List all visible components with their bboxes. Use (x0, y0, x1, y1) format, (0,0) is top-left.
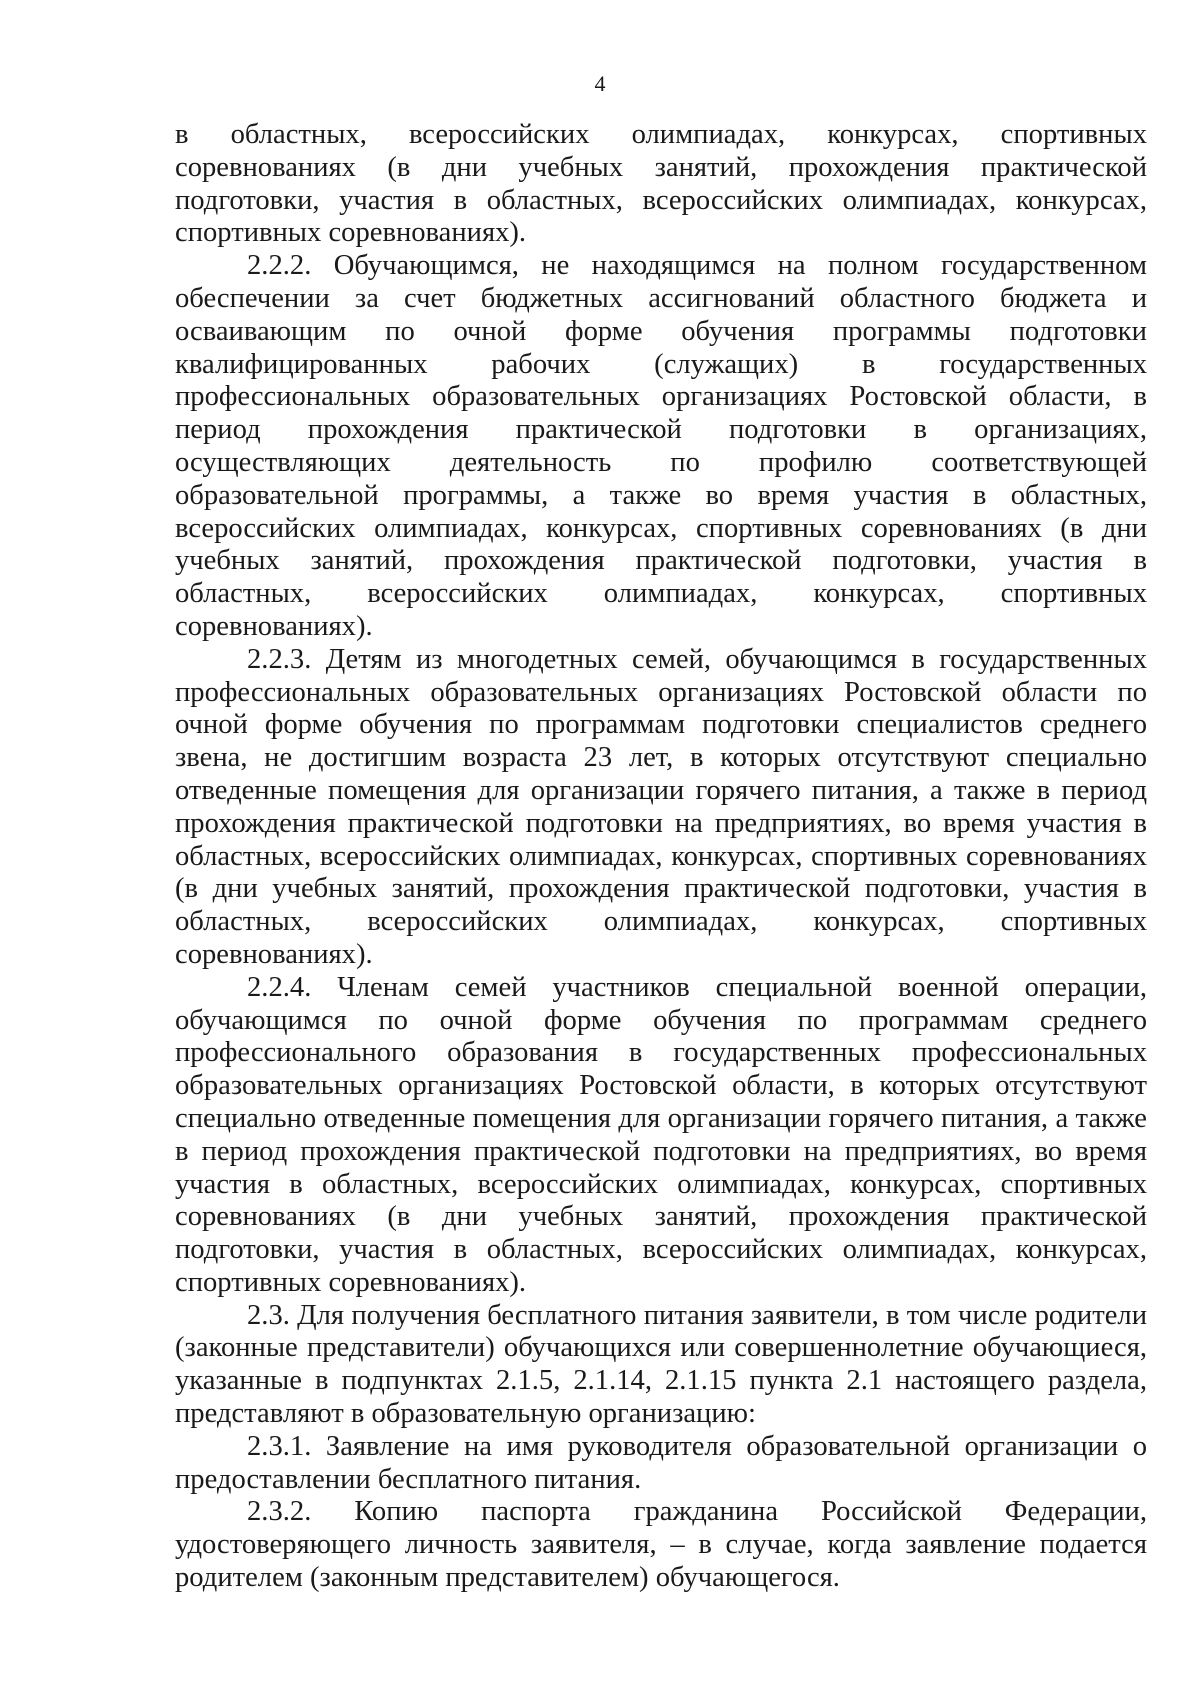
paragraph-2-3-2: 2.3.2. Копию паспорта гражданина Российской Федерации, удостоверяющего личность заявителя, – в случае, когда заявление подается родителем (законным представителем) обучающегося. (175, 1496, 1147, 1594)
paragraph-2-2-4: 2.2.4. Членам семей участников специальной военной операции, обучающимся по очной форме обучения по программам среднего профессионального образования в государственных профессиональных образовательных организациях Ростовской области, в которых отсутствуют специально отведенные помещения для организации горячего питания, а также в период прохождения практической подготовки на предприятиях, во время участия в областных, всероссийских олимпиадах, конкурсах, спортивных соревнованиях (в дни учебных занятий, прохождения практической подготовки, участия в областных, всероссийских олимпиадах, конкурсах, спортивных соревнованиях). (175, 971, 1147, 1298)
paragraph-2-3-1: 2.3.1. Заявление на имя руководителя образовательной организации о предоставлении бесплатного питания. (175, 1430, 1147, 1495)
page-number: 4 (594, 71, 606, 96)
paragraph-2-2-3: 2.2.3. Детям из многодетных семей, обучающимся в государственных профессиональных образовательных организациях Ростовской области по очной форме обучения по программам подготовки специалистов среднего звена, не достигшим возраста 23 лет, в которых отсутствуют специально отведенные помещения для организации горячего питания, а также в период прохождения практической подготовки на предприятиях, во время участия в областных, всероссийских олимпиадах, конкурсах, спортивных соревнованиях (в дни учебных занятий, прохождения практической подготовки, участия в областных, всероссийских олимпиадах, конкурсах, спортивных соревнованиях). (175, 643, 1147, 970)
document-body (175, 119, 1147, 1595)
paragraph-continuation: в областных, всероссийских олимпиадах, конкурсах, спортивных соревнованиях (в дни учебных занятий, прохождения практической подготовки, участия в областных, всероссийских олимпиадах, конкурсах, спортивных соревнованиях). (175, 119, 1147, 249)
paragraph-2-2-2: 2.2.2. Обучающимся, не находящимся на полном государственном обеспечении за счет бюджетных ассигнований областного бюджета и осваивающим по очной форме обучения программы подготовки квалифицированных рабочих (служащих) в государственных профессиональных образовательных организациях Ростовской области, в период прохождения практической подготовки в организациях, осуществляющих деятельность по профилю соответствующей образовательной программы, а также во время участия в областных, всероссийских олимпиадах, конкурсах, спортивных соревнованиях (в дни учебных занятий, прохождения практической подготовки, участия в областных, всероссийских олимпиадах, конкурсах, спортивных соревнованиях). (175, 250, 1147, 642)
paragraph-2-3: 2.3. Для получения бесплатного питания заявители, в том числе родители (законные представители) обучающихся или совершеннолетние обучающиеся, указанные в подпунктах 2.1.5, 2.1.14, 2.1.15 пункта 2.1 настоящего раздела, представляют в образовательную организацию: (175, 1299, 1147, 1430)
